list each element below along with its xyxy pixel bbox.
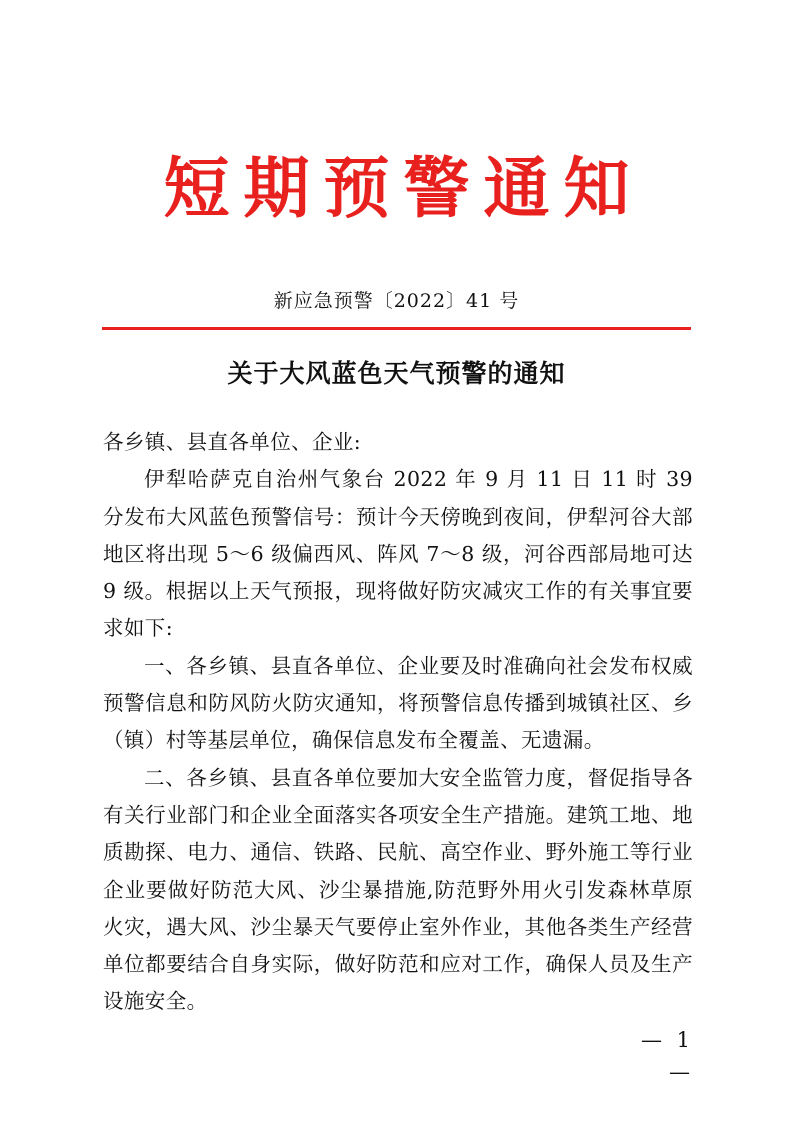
body-paragraph: 伊犁哈萨克自治州气象台 2022 年 9 月 11 日 11 时 39 分发布大风蓝色预警信号：预计今天傍晚到夜间，伊犁河谷大部地区将出现 5～6 级偏西风、阵风 7～8 级，河谷西部局地可达 9 级。根据以上天气预报，现将做好防灾减灾工作的有关事宜要求如下: bbox=[103, 467, 693, 641]
red-divider-line bbox=[102, 327, 691, 330]
body-paragraph: 二、各乡镇、县直各单位要加大安全监管力度，督促指导各有关行业部门和企业全面落实各项安全生产措施。建筑工地、地质勘探、电力、通信、铁路、民航、高空作业、野外施工等行业企业要做好防范大风、沙尘暴措施,防范野外用火引发森林草原火灾，遇大风、沙尘暴天气要停止室外作业，其他各类生产经营单位都要结合自身实际，做好防范和应对工作，确保人员及生产设施安全。 bbox=[103, 765, 693, 1014]
header-title: 短期预警通知 bbox=[163, 149, 644, 227]
document-number: 新应急预警〔2022〕41 号 bbox=[273, 290, 520, 312]
body-paragraph: 一、各乡镇、县直各单位、企业要及时准确向社会发布权威预警信息和防风防火防灾通知，将预警信息传播到城镇社区、乡（镇）村等基层单位，确保信息发布全覆盖、无遗漏。 bbox=[103, 653, 693, 753]
salutation: 各乡镇、县直各单位、企业: bbox=[103, 430, 362, 454]
notice-title: 关于大风蓝色天气预警的通知 bbox=[227, 359, 566, 388]
notice-body bbox=[103, 424, 693, 1021]
document-header bbox=[0, 145, 793, 231]
page-number: — 1 — bbox=[640, 1028, 694, 1084]
